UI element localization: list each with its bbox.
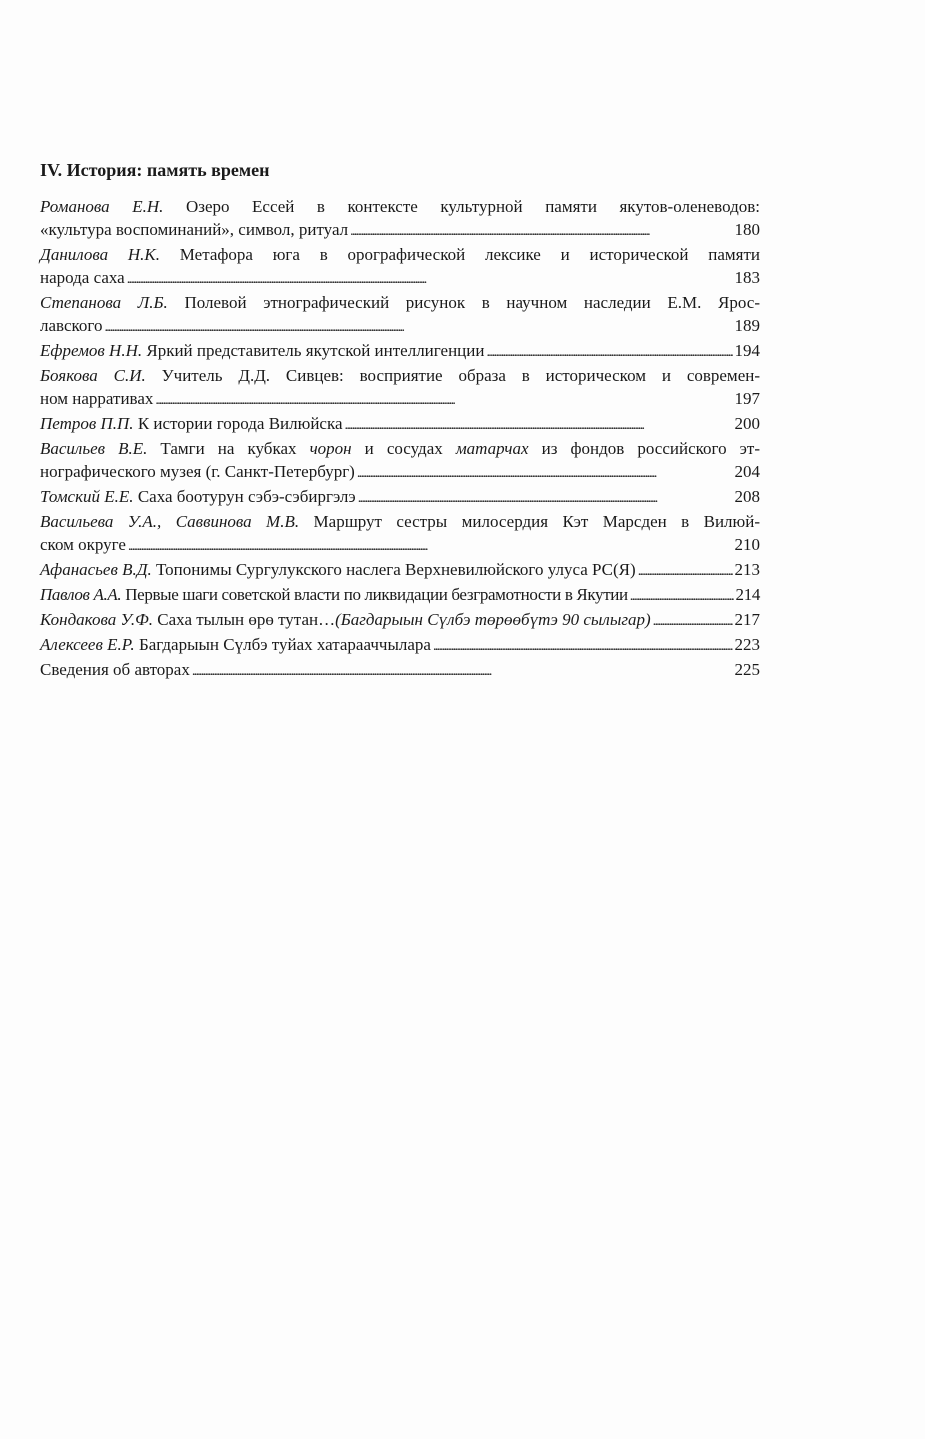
- dot-leader: [128, 533, 733, 558]
- toc-page-number: 208: [734, 487, 760, 506]
- toc-title: Метафора юга в орографической лексике и исторической памяти: [179, 245, 761, 264]
- toc-title-cont: нографического музея (г. Санкт-Петербург): [40, 462, 355, 481]
- toc-page-number: 189: [734, 316, 760, 335]
- toc-author: Томский Е.Е.: [40, 487, 134, 506]
- toc-entry[interactable]: [40, 608, 760, 633]
- toc-author: Кондакова У.Ф.: [40, 610, 154, 629]
- toc-entry-line: [40, 266, 760, 291]
- toc-title-italic-term: матарчах: [455, 439, 529, 458]
- toc-title-italic-term: чорон: [309, 439, 352, 458]
- toc-entry[interactable]: [40, 558, 760, 583]
- toc-page-number: 225: [734, 660, 760, 679]
- toc-title-cont: лавского: [40, 316, 103, 335]
- toc-page-number: 197: [734, 389, 760, 408]
- dot-leader: [155, 387, 732, 412]
- dot-leader: [192, 658, 733, 683]
- toc-entry-line: [40, 460, 760, 485]
- dot-leader: [486, 339, 732, 364]
- toc-entry-line: [40, 243, 760, 266]
- toc-entry[interactable]: [40, 291, 760, 339]
- toc-author: Романова Е.Н.: [40, 197, 164, 216]
- toc-title: Маршрут сестры милосердия Кэт Марсден в Вилюй-: [313, 512, 760, 531]
- section-title: IV. История: память времен: [40, 160, 270, 180]
- dot-leader: [345, 412, 733, 437]
- toc-entry[interactable]: [40, 412, 760, 437]
- toc-title: Учитель Д.Д. Сивцев: восприятие образа в историческом и современ-: [161, 366, 760, 385]
- toc-title: и сосудах: [364, 439, 443, 458]
- toc-entry-line: [40, 364, 760, 387]
- toc-entry-line: [40, 218, 760, 243]
- toc-author: Степанова Л.Б.: [40, 293, 168, 312]
- toc-author: Павлов А.А.: [40, 585, 122, 604]
- toc-title: Саха тылын өрө тутан…: [157, 610, 336, 629]
- toc-page-number: 213: [734, 560, 760, 579]
- dot-leader: [357, 460, 733, 485]
- toc-page-number: 217: [734, 610, 760, 629]
- toc-author: Васильев В.Е.: [40, 439, 148, 458]
- toc-entry[interactable]: [40, 339, 760, 364]
- dot-leader: [630, 583, 734, 608]
- toc-author: Васильева У.А., Саввинова М.В.: [40, 512, 300, 531]
- toc-page-number: 214: [735, 585, 760, 604]
- toc-entry-line: [40, 558, 760, 583]
- toc-entry[interactable]: [40, 510, 760, 558]
- toc-entry-line: [40, 387, 760, 412]
- dot-leader: [350, 218, 732, 243]
- toc-entry[interactable]: [40, 243, 760, 291]
- toc-title-cont: ном нарративах: [40, 389, 154, 408]
- toc-author: Ефремов Н.Н.: [40, 341, 143, 360]
- toc-page-number: 200: [734, 414, 760, 433]
- toc-entry-line: [40, 412, 760, 437]
- toc-entry-line: [40, 608, 760, 633]
- toc-page-number: 183: [734, 268, 760, 287]
- toc-title: Топонимы Сургулукского наслега Верхневилюйского улуса РС(Я): [156, 560, 636, 579]
- dot-leader: [127, 266, 733, 291]
- toc-author: Афанасьев В.Д.: [40, 560, 152, 579]
- toc-entry-line: [40, 314, 760, 339]
- toc-entry[interactable]: [40, 658, 760, 683]
- toc-title-cont: «культура воспоминаний», символ, ритуал: [40, 220, 349, 239]
- toc-entry-line: [40, 195, 760, 218]
- toc-title: К истории города Вилюйска: [137, 414, 343, 433]
- toc-title: Саха боотурун сэбэ-сэбиргэлэ: [137, 487, 356, 506]
- toc-page-number: 180: [734, 220, 760, 239]
- toc-entry-line: [40, 583, 760, 608]
- toc-entry[interactable]: [40, 437, 760, 485]
- toc-page-number: 223: [734, 635, 760, 654]
- toc-title-cont: народа саха: [40, 268, 125, 287]
- toc-title: Сведения об авторах: [40, 660, 190, 679]
- toc-subtitle: (Багдарыын Сүлбэ төрөөбүтэ 90 сылыгар): [335, 610, 651, 629]
- dot-leader: [358, 485, 733, 510]
- toc-title-cont: ском округе: [40, 535, 126, 554]
- toc-title: Яркий представитель якутской интеллигенции: [146, 341, 485, 360]
- dot-leader: [104, 314, 732, 339]
- toc-page-number: 194: [734, 341, 760, 360]
- toc-entry[interactable]: [40, 195, 760, 243]
- toc-author: Данилова Н.К.: [40, 245, 160, 264]
- toc-entry-line: [40, 339, 760, 364]
- toc-entry[interactable]: [40, 364, 760, 412]
- toc-page-number: 210: [734, 535, 760, 554]
- toc-entry-line: [40, 533, 760, 558]
- toc-entry[interactable]: [40, 583, 760, 608]
- toc-author: Алексеев Е.Р.: [40, 635, 135, 654]
- toc-section: [40, 158, 760, 683]
- toc-entry[interactable]: [40, 633, 760, 658]
- toc-entry-line: [40, 658, 760, 683]
- toc-title: Озеро Ессей в контексте культурной памяти якутов-оленеводов:: [185, 197, 760, 216]
- toc-title: Тамги на кубках: [160, 439, 297, 458]
- dot-leader: [433, 633, 733, 658]
- dot-leader: [638, 558, 733, 583]
- toc-entry[interactable]: [40, 485, 760, 510]
- toc-page-number: 204: [734, 462, 760, 481]
- dot-leader: [653, 608, 733, 633]
- toc-title: Багдарыын Сүлбэ туйах хатарааччылара: [138, 635, 431, 654]
- toc-entry-line: [40, 510, 760, 533]
- table-of-contents: [40, 195, 760, 683]
- toc-entry-line: [40, 291, 760, 314]
- toc-entry-line: [40, 437, 760, 460]
- toc-entry-line: [40, 633, 760, 658]
- toc-title: Первые шаги советской власти по ликвидации безграмотности в Якутии: [125, 585, 628, 604]
- toc-title: Полевой этнографический рисунок в научном наследии Е.М. Ярос-: [184, 293, 761, 312]
- toc-author: Петров П.П.: [40, 414, 134, 433]
- toc-title: из фондов российского эт-: [541, 439, 761, 458]
- toc-author: Боякова С.И.: [40, 366, 146, 385]
- toc-entry-line: [40, 485, 760, 510]
